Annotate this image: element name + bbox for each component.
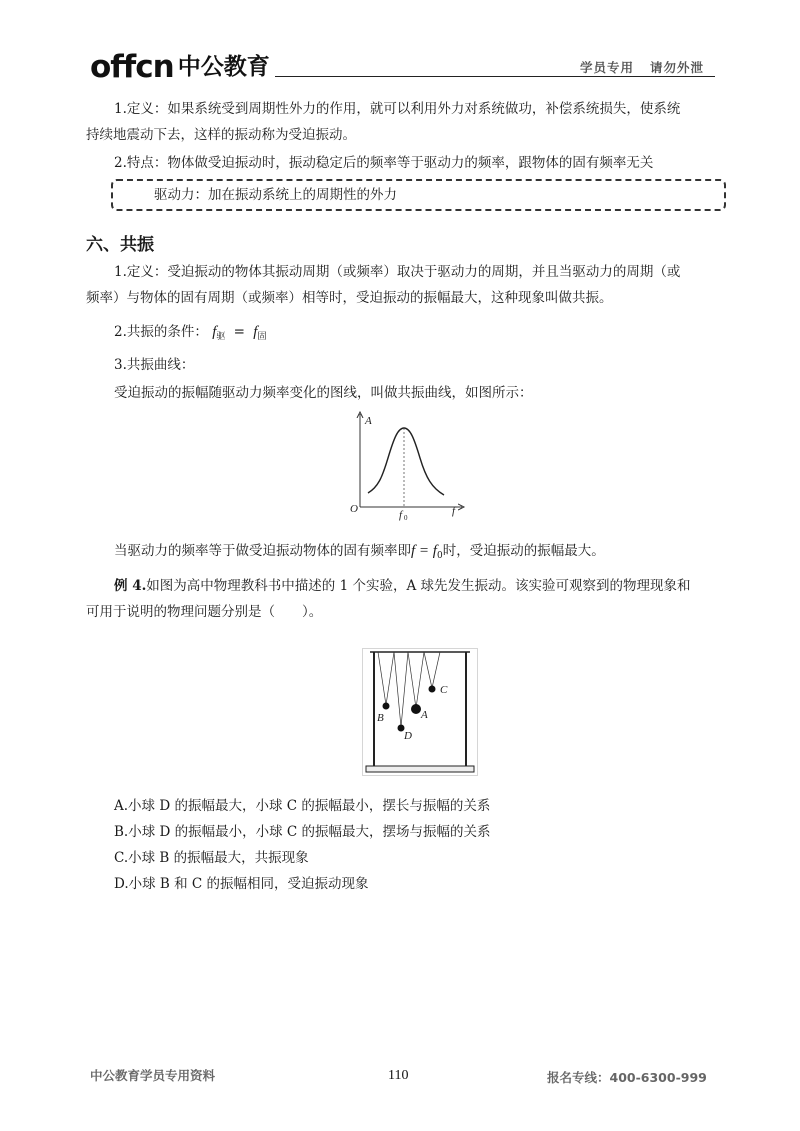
example-label: 例 4.: [114, 578, 147, 594]
resonance-definition-line2: 频率）与物体的固有周期（或频率）相等时，受迫振动的振幅最大，这种现象叫做共振。: [86, 290, 613, 306]
resonance-curve-figure: [340, 408, 470, 523]
summary-formula: f = f: [411, 543, 437, 559]
resonance-curve-desc: 受迫振动的振幅随驱动力频率变化的图线，叫做共振曲线，如图所示：: [114, 385, 533, 401]
section-title: 六、共振: [86, 235, 154, 255]
resonance-definition-line1: 1.定义：受迫振动的物体其振动周期（或频率）取决于驱动力的周期，并且当驱动力的周期（或: [114, 264, 681, 280]
origin-label: O: [350, 503, 358, 515]
label-b: B: [377, 712, 384, 724]
option-c: C.小球 B 的振幅最大，共振现象: [114, 850, 309, 866]
option-d: D.小球 B 和 C 的振幅相同，受迫振动现象: [114, 876, 369, 892]
formula-sub-natural: 固: [257, 332, 267, 342]
header-tag-students-only: 学员专用: [580, 60, 635, 75]
pendulum-figure: [362, 648, 478, 776]
note-box-text: 驱动力：加在振动系统上的周期性的外力: [154, 187, 397, 203]
y-axis-label: A: [365, 415, 372, 427]
example-line1: [114, 576, 691, 596]
peak-label: f: [399, 509, 403, 521]
forced-definition-line1: 1.定义：如果系统受到周期性外力的作用，就可以利用外力对系统做功，补偿系统损失，使系统: [114, 101, 681, 117]
offcn-logo: [90, 38, 270, 85]
base: [366, 766, 474, 772]
resonance-summary: [114, 541, 605, 566]
formula-f-natural: f: [253, 324, 258, 340]
label-c: C: [440, 684, 448, 696]
header-tags: [580, 58, 704, 76]
example-line2: 可用于说明的物理问题分别是（ ）。: [86, 604, 323, 620]
header-rule: [275, 76, 715, 77]
resonance-curve-title: 3.共振曲线：: [114, 357, 195, 373]
example-text-line1: 如图为高中物理教科书中描述的 1 个实验，A 球先发生振动。该实验可观察到的物理现象和: [146, 578, 691, 594]
peak-label-sub: 0: [404, 514, 408, 522]
logo-latin-text: offcn: [90, 49, 174, 85]
resonance-condition-label: 2.共振的条件：: [114, 324, 208, 340]
option-a: A.小球 D 的振幅最大，小球 C 的振幅最小，摆长与振幅的关系: [114, 798, 491, 814]
x-axis-label: f: [452, 505, 456, 517]
footer-hotline: 报名专线：400-6300-999: [547, 1070, 707, 1085]
page-number: 110: [388, 1068, 409, 1083]
formula-sub-drive: 驱: [216, 332, 226, 342]
summary-formula-sub: 0: [436, 551, 443, 561]
forced-feature: 2.特点：物体做受迫振动时，振动稳定后的频率等于驱动力的频率，跟物体的固有频率无关: [114, 155, 654, 171]
resonance-condition: [114, 322, 266, 347]
resonance-curve-line: [368, 428, 444, 495]
forced-definition-line2: 持续地震动下去，这样的振动称为受迫振动。: [86, 127, 356, 143]
logo-chinese-text: 中公教育: [177, 54, 270, 80]
ball-b: [383, 703, 390, 710]
ball-c: [429, 686, 436, 693]
summary-text-a: 当驱动力的频率等于做受迫振动物体的固有频率即: [114, 543, 411, 559]
ball-a: [411, 704, 421, 714]
header-tag-confidential: 请勿外泄: [650, 60, 705, 75]
footer-left: 中公教育学员专用资料: [90, 1068, 216, 1083]
formula-equals: =: [233, 324, 245, 340]
option-b: B.小球 D 的振幅最小，小球 C 的振幅最大，摆场与振幅的关系: [114, 824, 491, 840]
label-a: A: [421, 709, 428, 721]
label-d: D: [404, 730, 412, 742]
formula-f-drive: f: [212, 324, 217, 340]
summary-text-b: 时，受迫振动的振幅最大。: [442, 543, 605, 559]
